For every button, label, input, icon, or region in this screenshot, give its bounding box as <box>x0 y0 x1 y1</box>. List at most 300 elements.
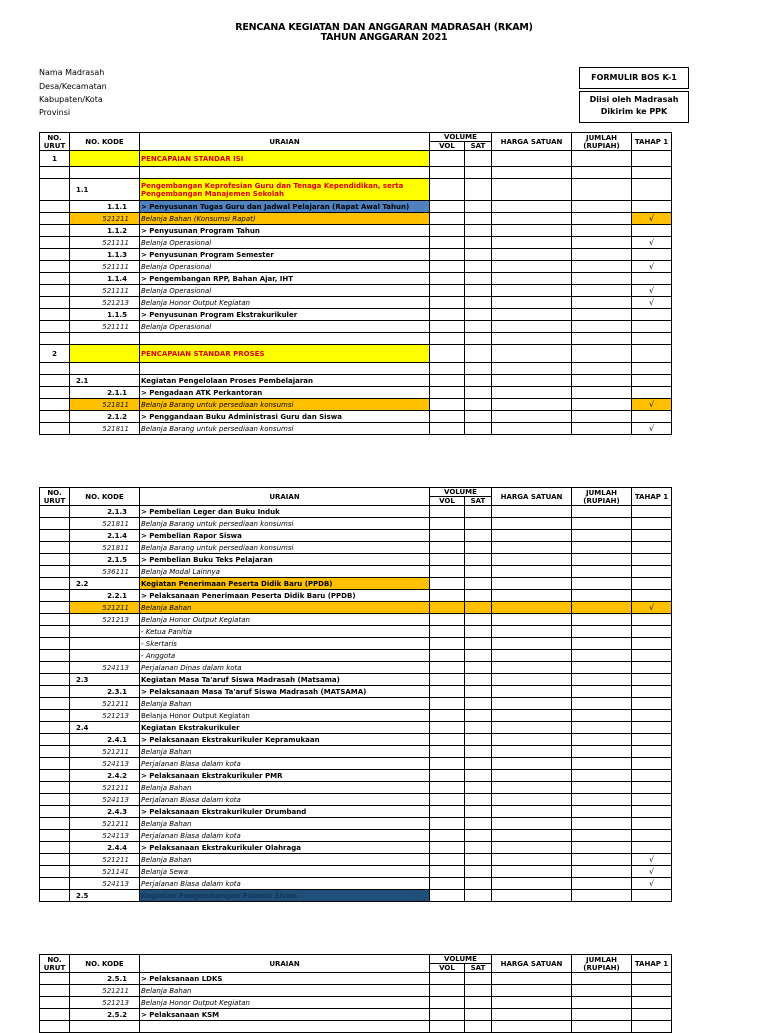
cell-kode: 2.4 <box>70 722 140 734</box>
cell-vol <box>430 554 465 566</box>
table-row <box>40 375 672 387</box>
cell-tahap-check <box>632 387 672 399</box>
table-row <box>40 818 672 830</box>
table-row <box>40 973 672 985</box>
cell-no <box>40 566 70 578</box>
cell-tahap-check <box>632 973 672 985</box>
cell-tahap-check <box>632 363 672 375</box>
cell-tahap-check: √ <box>632 261 672 273</box>
cell-tahap-check: √ <box>632 602 672 614</box>
cell-no <box>40 638 70 650</box>
cell-vol <box>430 818 465 830</box>
cell-vol <box>430 309 465 321</box>
col-tahap-header: TAHAP 1 <box>632 133 672 151</box>
col-uraian-header: URAIAN <box>140 133 430 151</box>
cell-vol <box>430 734 465 746</box>
table-row <box>40 866 672 878</box>
cell-uraian: Belanja Barang untuk persediaan konsumsi <box>140 399 430 411</box>
cell-no <box>40 626 70 638</box>
cell-uraian: > Penyusunan Tugas Guru dan Jadwal Pelajaran (Rapat Awal Tahun) <box>140 201 430 213</box>
cell-kode: 2.4.4 <box>70 842 140 854</box>
cell-sat <box>465 321 492 333</box>
cell-uraian: Perjalanan Dinas dalam kota <box>140 662 430 674</box>
cell-vol <box>430 997 465 1009</box>
cell-kode: 521211 <box>70 818 140 830</box>
cell-kode: 2.1.2 <box>70 411 140 423</box>
cell-harga <box>492 309 572 321</box>
cell-uraian: Perjalanan Biasa dalam kota <box>140 794 430 806</box>
table-row <box>40 782 672 794</box>
table-row <box>40 542 672 554</box>
cell-uraian: > Pelaksanaan Masa Ta'aruf Siswa Madrasah (MATSAMA) <box>140 686 430 698</box>
cell-uraian: Kegiatan Ekstrakurikuler <box>140 722 430 734</box>
cell-uraian: Belanja Honor Output Kegiatan <box>140 710 430 722</box>
cell-harga <box>492 167 572 179</box>
cell-kode: 1.1 <box>70 179 140 201</box>
cell-no <box>40 878 70 890</box>
cell-harga <box>492 662 572 674</box>
cell-no <box>40 554 70 566</box>
cell-uraian: Belanja Operasional <box>140 285 430 297</box>
cell-vol <box>430 530 465 542</box>
table-row <box>40 530 672 542</box>
cell-no <box>40 297 70 309</box>
cell-sat <box>465 626 492 638</box>
cell-jumlah <box>572 662 632 674</box>
cell-sat <box>465 710 492 722</box>
cell-uraian: > Pelaksanaan Ekstrakurikuler Kepramukaan <box>140 734 430 746</box>
cell-vol <box>430 321 465 333</box>
table-row <box>40 758 672 770</box>
cell-uraian: > Pelaksanaan Ekstrakurikuler Olahraga <box>140 842 430 854</box>
cell-vol <box>430 602 465 614</box>
cell-tahap-check <box>632 698 672 710</box>
cell-jumlah <box>572 722 632 734</box>
table-row <box>40 506 672 518</box>
cell-no <box>40 806 70 818</box>
cell-sat <box>465 1021 492 1033</box>
table-row <box>40 890 672 902</box>
rkam-table-page-3 <box>39 954 672 1033</box>
cell-vol <box>430 387 465 399</box>
cell-sat <box>465 225 492 237</box>
cell-harga <box>492 375 572 387</box>
cell-sat <box>465 363 492 375</box>
cell-uraian: - Anggota <box>140 650 430 662</box>
cell-tahap-check <box>632 518 672 530</box>
cell-vol <box>430 213 465 225</box>
cell-jumlah <box>572 818 632 830</box>
cell-kode: 2.1.5 <box>70 554 140 566</box>
cell-jumlah <box>572 309 632 321</box>
cell-kode: 2.1.1 <box>70 387 140 399</box>
cell-tahap-check <box>632 566 672 578</box>
cell-vol <box>430 662 465 674</box>
cell-jumlah <box>572 626 632 638</box>
cell-no <box>40 249 70 261</box>
cell-kode <box>70 345 140 363</box>
table-row <box>40 878 672 890</box>
cell-harga <box>492 973 572 985</box>
cell-harga <box>492 249 572 261</box>
cell-uraian: > Pelaksanaan KSM <box>140 1009 430 1021</box>
cell-vol <box>430 638 465 650</box>
cell-no <box>40 530 70 542</box>
cell-sat <box>465 261 492 273</box>
cell-uraian: PENCAPAIAN STANDAR PROSES <box>140 345 430 363</box>
cell-no <box>40 285 70 297</box>
col-sat-header: SAT <box>465 142 492 151</box>
cell-sat <box>465 542 492 554</box>
cell-harga <box>492 830 572 842</box>
cell-kode: 2.4.2 <box>70 770 140 782</box>
col-volume-header: VOLUME <box>430 133 492 142</box>
col-kode-header: NO. KODE <box>70 955 140 973</box>
cell-harga <box>492 866 572 878</box>
cell-sat <box>465 818 492 830</box>
table-row <box>40 345 672 363</box>
cell-vol <box>430 1009 465 1021</box>
cell-harga <box>492 1021 572 1033</box>
cell-vol <box>430 151 465 167</box>
cell-uraian: Kegiatan Pengembangan Potensi Siswa <box>140 890 430 902</box>
cell-no <box>40 686 70 698</box>
cell-sat <box>465 842 492 854</box>
cell-jumlah <box>572 578 632 590</box>
cell-harga <box>492 345 572 363</box>
cell-vol <box>430 506 465 518</box>
cell-kode: 1.1.1 <box>70 201 140 213</box>
cell-sat <box>465 638 492 650</box>
table-row <box>40 399 672 411</box>
table-row <box>40 1009 672 1021</box>
cell-vol <box>430 866 465 878</box>
cell-kode: 536111 <box>70 566 140 578</box>
cell-sat <box>465 345 492 363</box>
cell-kode: 521211 <box>70 746 140 758</box>
cell-vol <box>430 399 465 411</box>
cell-uraian: Belanja Bahan <box>140 818 430 830</box>
cell-jumlah <box>572 225 632 237</box>
form-title-box <box>579 67 689 89</box>
cell-vol <box>430 698 465 710</box>
cell-harga <box>492 890 572 902</box>
cell-vol <box>430 674 465 686</box>
table-row <box>40 626 672 638</box>
cell-tahap-check <box>632 345 672 363</box>
cell-harga <box>492 387 572 399</box>
cell-jumlah <box>572 985 632 997</box>
cell-tahap-check <box>632 333 672 345</box>
cell-jumlah <box>572 518 632 530</box>
cell-tahap-check <box>632 710 672 722</box>
cell-uraian: Belanja Sewa <box>140 866 430 878</box>
cell-jumlah <box>572 167 632 179</box>
cell-vol <box>430 518 465 530</box>
cell-jumlah <box>572 411 632 423</box>
cell-kode: 521141 <box>70 866 140 878</box>
table-row <box>40 363 672 375</box>
cell-jumlah <box>572 399 632 411</box>
table-row <box>40 225 672 237</box>
cell-kode: 521211 <box>70 602 140 614</box>
cell-harga <box>492 566 572 578</box>
cell-harga <box>492 423 572 435</box>
cell-no <box>40 674 70 686</box>
cell-sat <box>465 734 492 746</box>
cell-tahap-check <box>632 249 672 261</box>
cell-no <box>40 758 70 770</box>
col-uraian-header: URAIAN <box>140 955 430 973</box>
table-row <box>40 1021 672 1033</box>
cell-kode: 521213 <box>70 614 140 626</box>
cell-jumlah <box>572 734 632 746</box>
cell-kode: 521213 <box>70 297 140 309</box>
cell-harga <box>492 411 572 423</box>
cell-harga <box>492 746 572 758</box>
meta-desa-kecamatan: Desa/Kecamatan <box>39 82 107 91</box>
meta-kabupaten-kota: Kabupaten/Kota <box>39 95 103 104</box>
table-row <box>40 985 672 997</box>
cell-sat <box>465 878 492 890</box>
cell-jumlah <box>572 363 632 375</box>
cell-jumlah <box>572 746 632 758</box>
cell-kode <box>70 363 140 375</box>
cell-kode: 1.1.5 <box>70 309 140 321</box>
rkam-table-page-1 <box>39 132 672 435</box>
cell-sat <box>465 973 492 985</box>
table-row <box>40 261 672 273</box>
cell-vol <box>430 830 465 842</box>
cell-no <box>40 662 70 674</box>
cell-harga <box>492 985 572 997</box>
cell-jumlah <box>572 506 632 518</box>
cell-kode: 521811 <box>70 423 140 435</box>
cell-sat <box>465 794 492 806</box>
cell-tahap-check <box>632 1009 672 1021</box>
cell-uraian: > Pembelian Leger dan Buku Induk <box>140 506 430 518</box>
col-tahap-header: TAHAP 1 <box>632 488 672 506</box>
cell-harga <box>492 333 572 345</box>
cell-sat <box>465 614 492 626</box>
cell-kode: 521111 <box>70 237 140 249</box>
cell-kode: 521811 <box>70 518 140 530</box>
cell-sat <box>465 806 492 818</box>
cell-jumlah <box>572 866 632 878</box>
cell-kode: 2.5.1 <box>70 973 140 985</box>
cell-uraian: Belanja Bahan <box>140 746 430 758</box>
cell-sat <box>465 985 492 997</box>
cell-sat <box>465 411 492 423</box>
cell-sat <box>465 866 492 878</box>
cell-no <box>40 782 70 794</box>
table-row <box>40 650 672 662</box>
table-row <box>40 674 672 686</box>
cell-uraian <box>140 363 430 375</box>
cell-jumlah <box>572 423 632 435</box>
cell-jumlah <box>572 530 632 542</box>
col-no-header: NO. URUT <box>40 955 70 973</box>
table-row <box>40 770 672 782</box>
cell-uraian: - Ketua Panitia <box>140 626 430 638</box>
cell-uraian: Belanja Bahan <box>140 782 430 794</box>
cell-uraian: Belanja Bahan <box>140 985 430 997</box>
cell-no <box>40 1009 70 1021</box>
cell-harga <box>492 758 572 770</box>
cell-vol <box>430 285 465 297</box>
cell-jumlah <box>572 249 632 261</box>
cell-kode: 2.5 <box>70 890 140 902</box>
cell-jumlah <box>572 854 632 866</box>
cell-vol <box>430 806 465 818</box>
cell-vol <box>430 566 465 578</box>
cell-vol <box>430 167 465 179</box>
cell-vol <box>430 333 465 345</box>
cell-no <box>40 261 70 273</box>
cell-no <box>40 794 70 806</box>
col-kode-header: NO. KODE <box>70 133 140 151</box>
cell-harga <box>492 590 572 602</box>
cell-tahap-check <box>632 578 672 590</box>
cell-jumlah <box>572 842 632 854</box>
cell-harga <box>492 698 572 710</box>
table-row <box>40 554 672 566</box>
cell-harga <box>492 506 572 518</box>
cell-tahap-check <box>632 722 672 734</box>
cell-no <box>40 399 70 411</box>
doc-title: RENCANA KEGIATAN DAN ANGGARAN MADRASAH (RKAM) <box>235 22 533 33</box>
cell-sat <box>465 602 492 614</box>
cell-sat <box>465 554 492 566</box>
cell-tahap-check <box>632 638 672 650</box>
cell-sat <box>465 770 492 782</box>
cell-tahap-check <box>632 167 672 179</box>
cell-kode: 521211 <box>70 985 140 997</box>
cell-harga <box>492 878 572 890</box>
cell-vol <box>430 375 465 387</box>
cell-jumlah <box>572 710 632 722</box>
cell-tahap-check <box>632 806 672 818</box>
cell-no <box>40 830 70 842</box>
cell-jumlah <box>572 770 632 782</box>
cell-tahap-check <box>632 650 672 662</box>
cell-jumlah <box>572 614 632 626</box>
cell-kode: 521213 <box>70 710 140 722</box>
cell-jumlah <box>572 285 632 297</box>
cell-tahap-check <box>632 842 672 854</box>
cell-sat <box>465 309 492 321</box>
cell-vol <box>430 758 465 770</box>
col-jumlah-header: JUMLAH (RUPIAH) <box>572 955 632 973</box>
cell-harga <box>492 734 572 746</box>
cell-vol <box>430 686 465 698</box>
cell-jumlah <box>572 590 632 602</box>
table-row <box>40 734 672 746</box>
cell-jumlah <box>572 566 632 578</box>
cell-jumlah <box>572 698 632 710</box>
table-row <box>40 179 672 201</box>
cell-no <box>40 309 70 321</box>
cell-tahap-check <box>632 626 672 638</box>
cell-kode: 521211 <box>70 854 140 866</box>
cell-jumlah <box>572 387 632 399</box>
cell-sat <box>465 333 492 345</box>
cell-jumlah <box>572 321 632 333</box>
table-row <box>40 842 672 854</box>
cell-kode: 524113 <box>70 794 140 806</box>
col-vol-header: VOL <box>430 964 465 973</box>
table-row <box>40 722 672 734</box>
cell-harga <box>492 285 572 297</box>
cell-vol <box>430 590 465 602</box>
table-row <box>40 698 672 710</box>
col-sat-header: SAT <box>465 964 492 973</box>
cell-no <box>40 746 70 758</box>
table-row <box>40 710 672 722</box>
cell-jumlah <box>572 602 632 614</box>
table-row <box>40 285 672 297</box>
cell-sat <box>465 273 492 285</box>
cell-no: 1 <box>40 151 70 167</box>
rkam-table-page-2 <box>39 487 672 902</box>
cell-jumlah <box>572 638 632 650</box>
cell-uraian: Pengembangan Keprofesian Guru dan Tenaga Kependidikan, serta Pengembangan Manajemen Sekolah <box>140 179 430 201</box>
cell-tahap-check: √ <box>632 237 672 249</box>
cell-sat <box>465 201 492 213</box>
cell-uraian: Kegiatan Masa Ta'aruf Siswa Madrasah (Matsama) <box>140 674 430 686</box>
cell-vol <box>430 794 465 806</box>
cell-no <box>40 985 70 997</box>
cell-vol <box>430 201 465 213</box>
cell-sat <box>465 782 492 794</box>
cell-kode: 2.2.1 <box>70 590 140 602</box>
cell-jumlah <box>572 179 632 201</box>
cell-tahap-check: √ <box>632 213 672 225</box>
cell-tahap-check <box>632 734 672 746</box>
col-jumlah-header: JUMLAH (RUPIAH) <box>572 488 632 506</box>
cell-harga <box>492 297 572 309</box>
cell-kode: 524113 <box>70 830 140 842</box>
cell-no <box>40 167 70 179</box>
cell-tahap-check <box>632 506 672 518</box>
cell-vol <box>430 746 465 758</box>
cell-jumlah <box>572 674 632 686</box>
cell-kode: 521811 <box>70 542 140 554</box>
cell-jumlah <box>572 297 632 309</box>
table-row <box>40 854 672 866</box>
cell-kode: 2.4.3 <box>70 806 140 818</box>
cell-harga <box>492 273 572 285</box>
col-harga-header: HARGA SATUAN <box>492 955 572 973</box>
doc-subtitle: TAHUN ANGGARAN 2021 <box>320 32 448 43</box>
cell-no <box>40 542 70 554</box>
meta-provinsi: Provinsi <box>39 108 71 117</box>
table-row <box>40 151 672 167</box>
cell-sat <box>465 722 492 734</box>
cell-kode: 524113 <box>70 878 140 890</box>
cell-harga <box>492 518 572 530</box>
cell-jumlah <box>572 890 632 902</box>
cell-tahap-check <box>632 554 672 566</box>
col-uraian-header: URAIAN <box>140 488 430 506</box>
cell-uraian: Belanja Honor Output Kegiatan <box>140 297 430 309</box>
cell-tahap-check: √ <box>632 399 672 411</box>
cell-sat <box>465 997 492 1009</box>
cell-no <box>40 590 70 602</box>
cell-jumlah <box>572 650 632 662</box>
cell-vol <box>430 225 465 237</box>
cell-vol <box>430 273 465 285</box>
